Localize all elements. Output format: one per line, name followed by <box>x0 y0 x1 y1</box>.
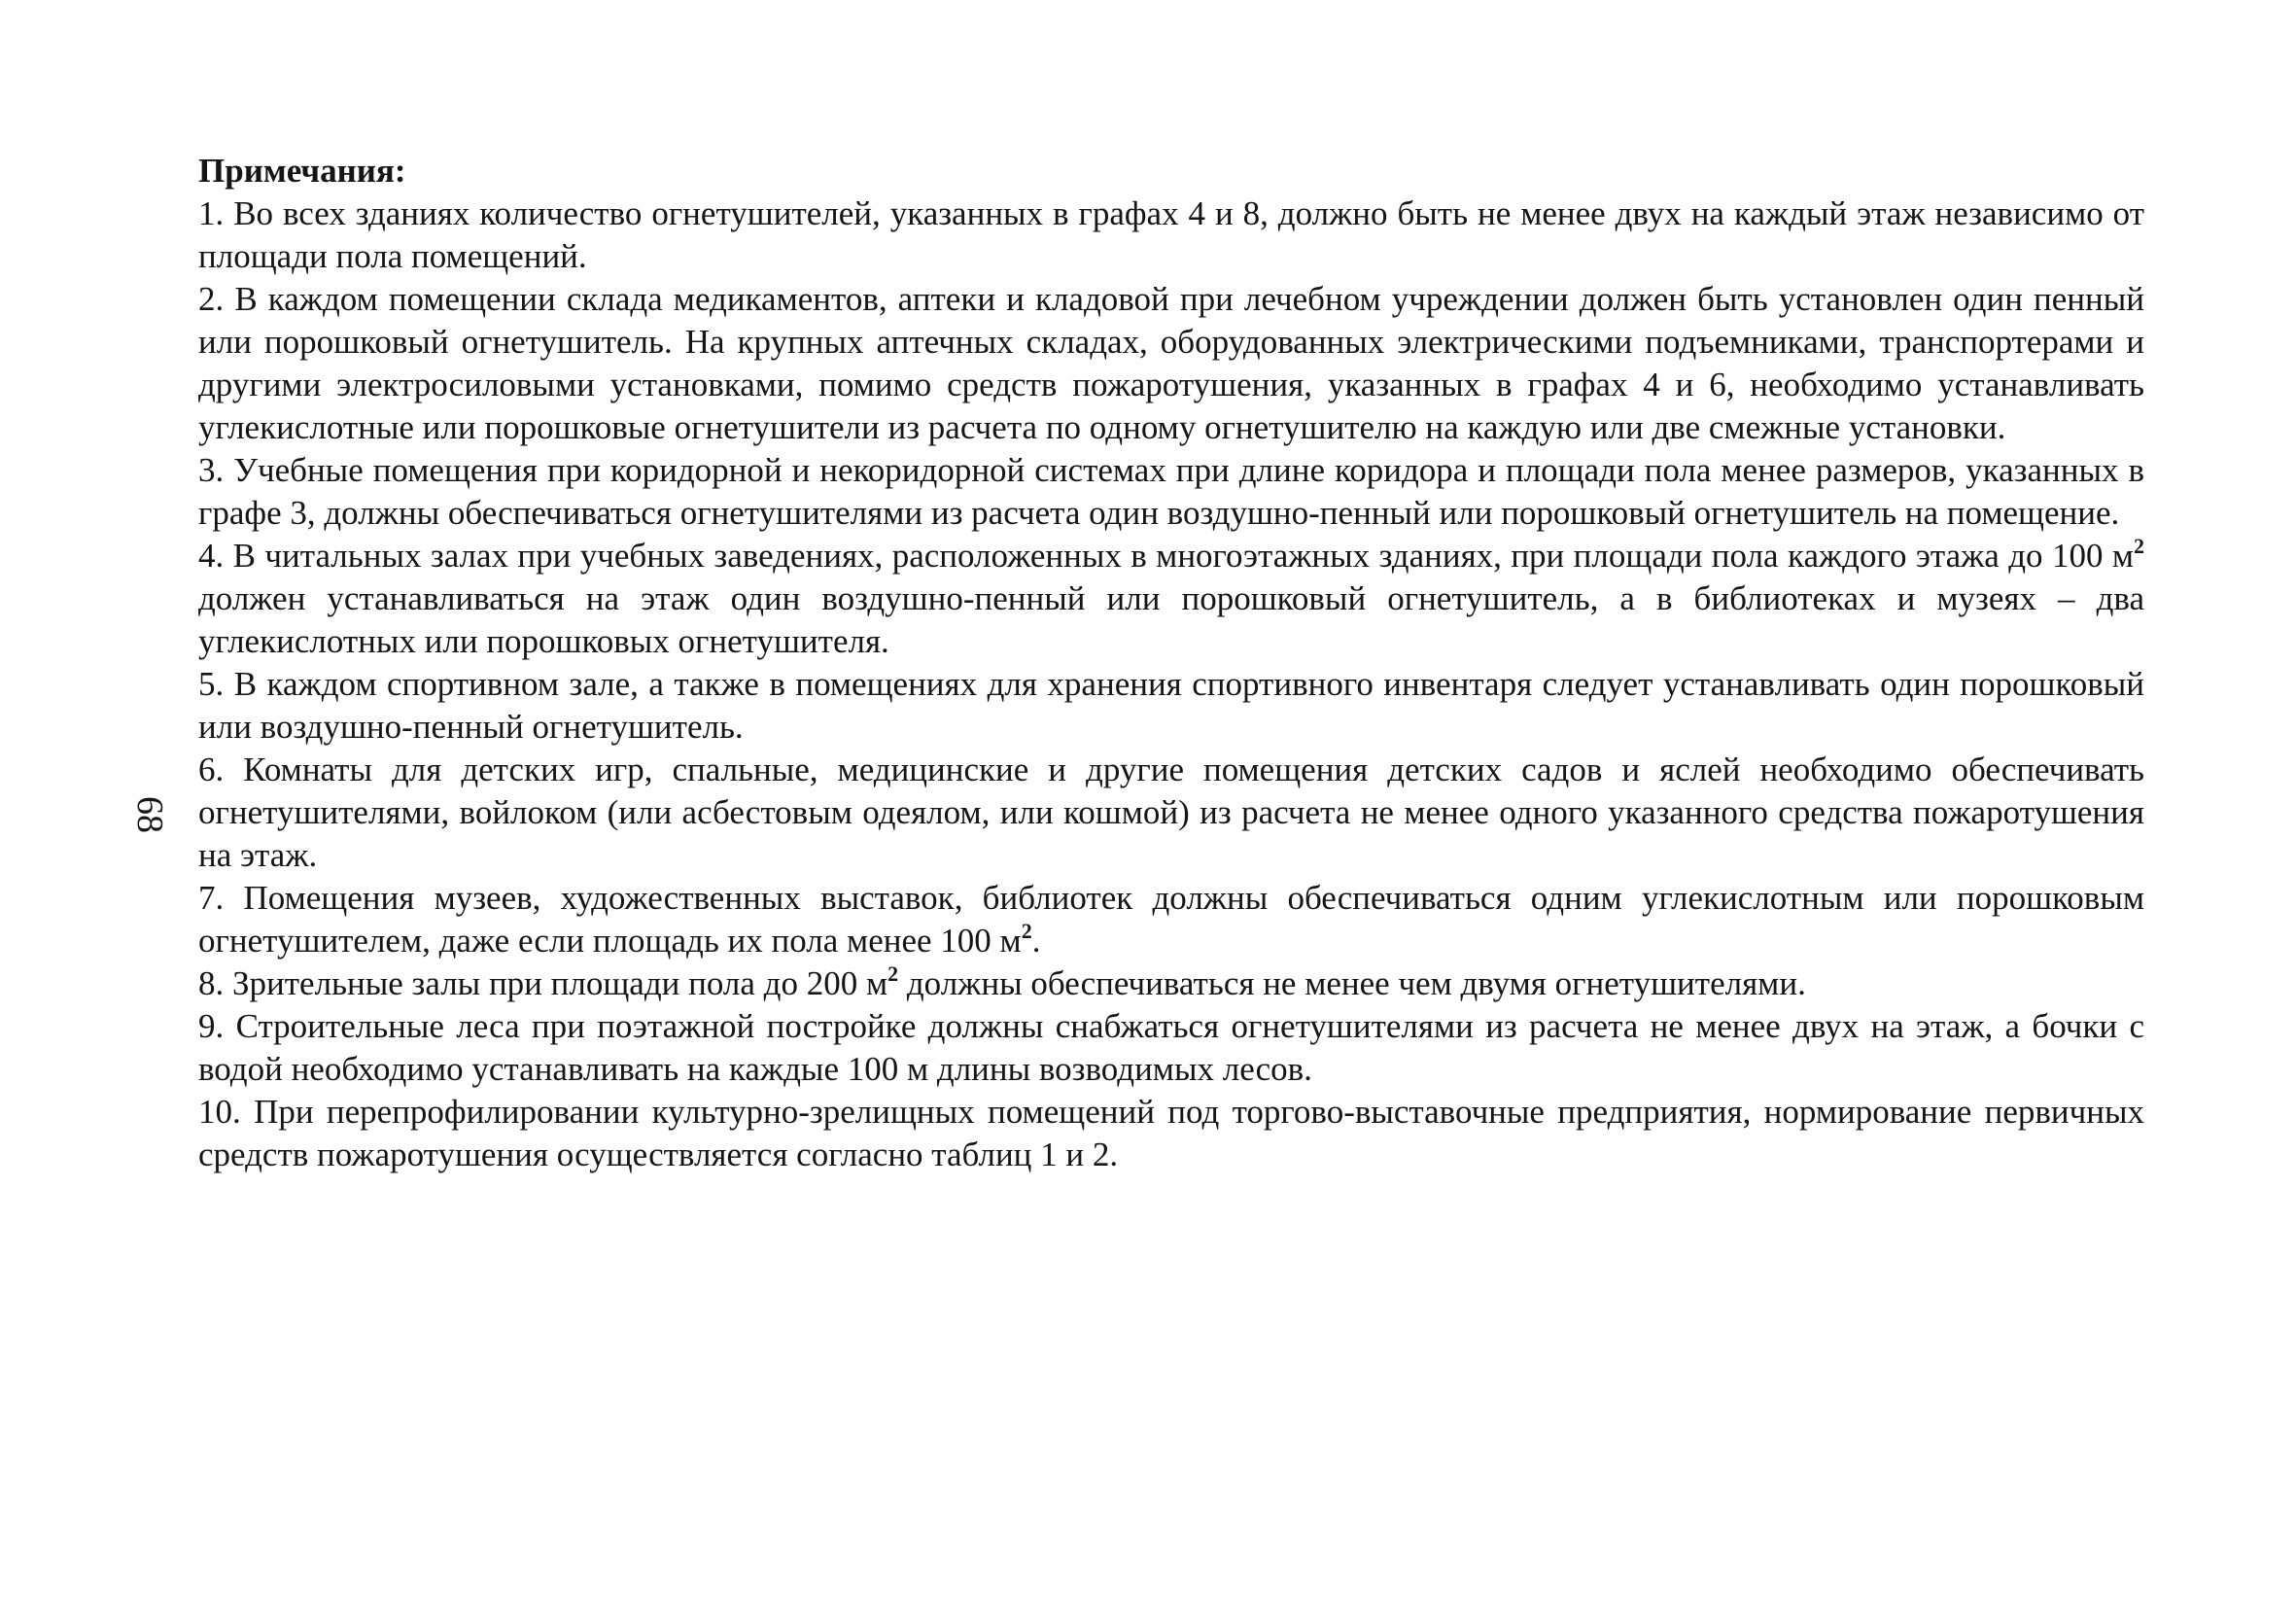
note-7-superscript: 2 <box>1021 919 1032 943</box>
note-4-text-end: должен устанавливаться на этаж один воздушно-пенный или порошковый огнетушитель, а в библиотеках и музеях – два углекислотных или порошковых огнетушителя. <box>198 579 2144 660</box>
page-number: 68 <box>129 796 170 833</box>
note-3: 3. Учебные помещения при коридорной и некоридорной системах при длине коридора и площади пола менее размеров, указанных в графе 3, должны обеспечиваться огнетушителями из расчета один воздушно-пенный или порошковый огнетушитель на помещение. <box>198 451 2144 532</box>
note-7 <box>198 877 2144 962</box>
note-2: 2. В каждом помещении склада медикаментов, аптеки и кладовой при лечебном учреждении должен быть установлен один пенный или порошковый огнетушитель. На крупных аптечных складах, оборудованных электрическими подъемниками, транспортерами и другими электросиловыми установками, помимо средств пожаротушения, указанных в графах 4 и 6, необходимо устанавливать углекислотные или порошковые огнетушители из расчета по одному огнетушителю на каждую или две смежные установки. <box>198 280 2144 446</box>
note-1: 1. Во всех зданиях количество огнетушителей, указанных в графах 4 и 8, должно быть не менее двух на каждый этаж независимо от площади пола помещений. <box>198 194 2144 275</box>
note-8 <box>198 962 2144 1005</box>
note-4-superscript: 2 <box>2134 534 2144 558</box>
note-8-text-end: должны обеспечиваться не менее чем двумя огнетушителями. <box>898 964 1806 1002</box>
note-7-text-start: 7. Помещения музеев, художественных выставок, библиотек должны обеспечиваться одним углекислотным или порошковым огнетушителем, даже если площадь их пола менее 100 м <box>198 879 2144 960</box>
note-4-text-start: 4. В читальных залах при учебных заведениях, расположенных в многоэтажных зданиях, при площади пола каждого этажа до 100 м <box>198 537 2134 575</box>
note-4 <box>198 535 2144 663</box>
note-6: 6. Комнаты для детских игр, спальные, медицинские и другие помещения детских садов и яслей необходимо обеспечивать огнетушителями, войлоком (или асбестовым одеялом, или кошмой) из расчета не менее одного указанного средства пожаротушения на этаж. <box>198 751 2144 874</box>
note-5: 5. В каждом спортивном зале, а также в помещениях для хранения спортивного инвентаря следует устанавливать один порошковый или воздушно-пенный огнетушитель. <box>198 665 2144 746</box>
notes-heading: Примечания: <box>198 152 406 190</box>
note-10: 10. При перепрофилировании культурно-зрелищных помещений под торгово-выставочные предприятия, нормирование первичных средств пожаротушения осуществляется согласно таблиц 1 и 2. <box>198 1093 2144 1173</box>
notes-section <box>198 150 2144 1176</box>
note-8-superscript: 2 <box>887 961 899 986</box>
note-7-text-end: . <box>1031 922 1041 960</box>
note-9: 9. Строительные леса при поэтажной постройке должны снабжаться огнетушителями из расчета не менее двух на этаж, а бочки с водой необходимо устанавливать на каждые 100 м длины возводимых лесов. <box>198 1007 2144 1088</box>
note-8-text-start: 8. Зрительные залы при площади пола до 200 м <box>198 964 888 1002</box>
